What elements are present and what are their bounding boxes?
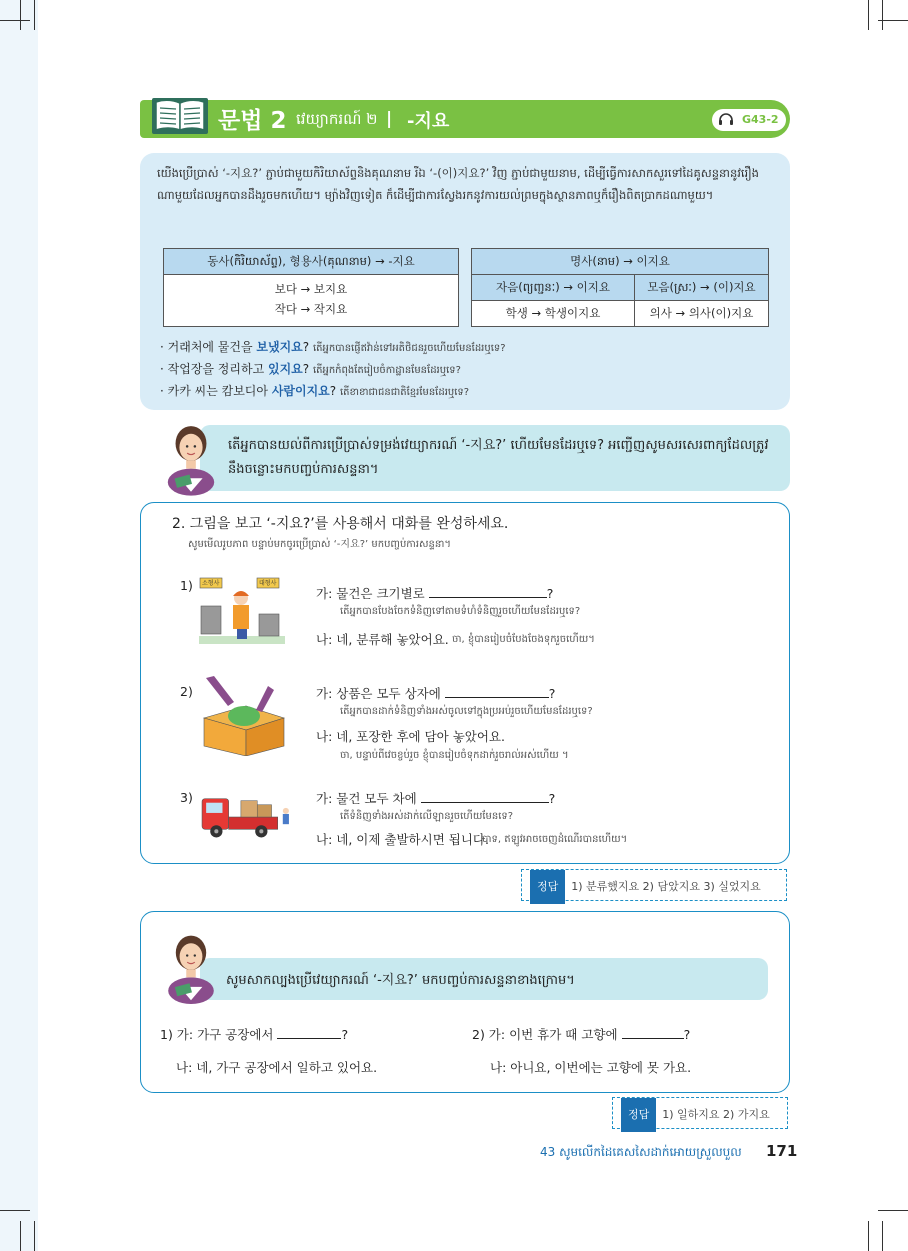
example-text: ? (329, 384, 340, 398)
example-sentence (160, 338, 506, 356)
verb-adjective-table (163, 248, 459, 327)
answer-blank[interactable] (421, 790, 549, 803)
answer-blank[interactable] (277, 1026, 341, 1039)
table-subheader: 자음(ព្យញ្ជនៈ) → 이지요 (472, 275, 635, 301)
question-text: 가: 물건 모두 차에 (316, 791, 421, 806)
question-mark: ? (548, 686, 556, 701)
headphones-icon (718, 112, 734, 126)
question-line (316, 584, 553, 602)
packing-box-illustration (198, 676, 288, 756)
question-line (316, 789, 555, 807)
item-number: 2) (180, 684, 193, 699)
practice-question (160, 1025, 348, 1043)
question-mark: ? (548, 791, 556, 806)
example-sentence (160, 382, 469, 400)
page-margin-strip (0, 0, 38, 1251)
question-translation: តើអ្នកបានដាក់ទំនិញទាំងអស់ចូលទៅក្នុងប្រអប់រួចហើយមែនដែរឬទេ? (340, 706, 593, 717)
answer-translation: បាទ, ឥឡូវអាចចេញដំណើរបានហើយ។ (482, 834, 628, 845)
example-highlight: 사람이지요 (271, 384, 330, 398)
instruction-text: តើអ្នកបានយល់ពីការប្រើប្រាស់ទម្រង់វេយ្យាករណ៍ ‘-지요?’ ហើយមែនដែរឬទេ? អញ្ជើញសូមសរសេរពាក្យដែលត្រូវនឹងចន្លោះមកបញ្ចប់ការសន្ទនា។ (228, 438, 769, 477)
answer-translation: ចា, បន្ទាប់ពីវេចខ្ចប់រួច ខ្ញុំបានរៀបចំទុកដាក់រួចរាល់អស់ហើយ ។ (340, 750, 569, 761)
example-translation: តើអ្នកកំពុងតែរៀបចំកាដ្ឋានមែនដែរឬទេ? (312, 365, 461, 376)
delivery-truck-illustration (200, 790, 292, 842)
answer-key-box (612, 1097, 788, 1129)
answer-key-box (521, 869, 787, 901)
title-separator: | (386, 109, 393, 129)
crop-mark (0, 1210, 30, 1211)
crop-mark (34, 1221, 35, 1251)
crop-mark (878, 20, 908, 21)
grammar-explanation-text: យើងប្រើប្រាស់ ‘-지요?’ ភ្ជាប់ជាមួយកិរិយាស័ព្ទនិងគុណនាម រីឯ ‘-(이)지요?’ វិញ ភ្ជាប់ជាមួយនាម, ដើម្បីធ្វើការសាកសួរទៅដៃគូសន្ទនានូវរឿងណាមួយដែលអ្នកបានដឹងរួចមកហើយ។ ម្យ៉ាងវិញទៀត ក៏ដើម្បីជាការស្វែងរកនូវការយល់ព្រមក្នុងស្ថានភាពឬក៏រឿងពិតប្រាកដណាមួយ។ (157, 166, 759, 202)
answer-key-label: 정답 (621, 1098, 656, 1132)
question-text: 가: 물건은 크기별로 (316, 586, 429, 601)
question-text: 2) 가: 이번 휴가 때 고향에 (472, 1027, 622, 1042)
item-number: 1) (180, 578, 193, 593)
practice-answer: 나: 네, 가구 공장에서 일하고 있어요. (176, 1060, 378, 1075)
practice-question (472, 1025, 690, 1043)
answer-blank[interactable] (445, 685, 549, 698)
question-translation: តើទំនិញទាំងអស់ដាក់លើឡានរួចហើយមែនទេ? (340, 811, 514, 822)
example-sentence (160, 360, 461, 378)
table-cell: 학생 → 학생이지요 (472, 301, 635, 326)
table-cell: 의사 → 의사(이)지요 (649, 306, 754, 320)
question-translation: តើអ្នកបានបែងចែកទំនិញទៅតាមទំហំទំនិញរួចហើយមែនដែរឬទេ? (340, 606, 581, 617)
question-mark: ? (341, 1027, 349, 1042)
exercise-subtitle: សូមមើលរូបភាព បន្ទាប់មកចូរប្រើប្រាស់ ‘-지요?’ មកបញ្ចប់ការសន្ទនា។ (188, 539, 451, 550)
question-text: 1) 가: 가구 공장에서 (160, 1027, 278, 1042)
question-mark: ? (683, 1027, 691, 1042)
audio-track-label: G43-2 (742, 113, 779, 126)
question-mark: ? (546, 586, 554, 601)
answer-key-text: 1) 분류했지요 2) 담았지요 3) 실었지요 (571, 880, 761, 893)
crop-mark (34, 0, 35, 30)
table-cell: 작다 → 작지요 (274, 302, 348, 316)
exercise-title: 2. 그림을 보고 ‘-지요?’를 사용해서 대화를 완성하세요. (172, 516, 509, 532)
example-text: ? (302, 340, 313, 354)
example-text: · 거래처에 물건을 (160, 340, 257, 354)
crop-mark (882, 1221, 883, 1251)
table-header: 동사(កិរិយាស័ព្ទ), 형용사(គុណនាម) → -지요 (164, 249, 458, 275)
teacher-illustration (162, 928, 220, 1004)
answer-key-text: 1) 일하지요 2) 가지요 (662, 1108, 770, 1121)
grammar-pattern-title: -지요 (407, 111, 450, 132)
crop-mark (0, 20, 30, 21)
answer-key-label: 정답 (530, 870, 565, 904)
item-number: 3) (180, 790, 193, 805)
book-icon (150, 94, 210, 138)
instruction-text: សូមសាកល្បងប្រើវេយ្យាករណ៍ ‘-지요?’ មកបញ្ចប់ការសន្ទនាខាងក្រោម។ (226, 973, 575, 988)
grammar-number-khmer: វេយ្យាករណ៍ ២ (296, 110, 378, 128)
table-cell: 보다 → 보지요 (274, 282, 348, 296)
sign-label: 소형사 (202, 580, 220, 587)
example-highlight: 있지요 (268, 362, 303, 376)
example-translation: តើអ្នកបានផ្ញើឥវ៉ាន់ទៅអតិថិជនរួចហើយមែនដែរឬទេ? (312, 343, 506, 354)
table-header: 명사(នាម) → 이지요 (472, 249, 768, 275)
crop-mark (882, 0, 883, 30)
crop-mark (878, 1210, 908, 1211)
example-text: ? (302, 362, 313, 376)
practice-answer: 나: 아니요, 이번에는 고향에 못 가요. (490, 1060, 692, 1075)
sign-label: 대형사 (259, 580, 277, 587)
answer-blank[interactable] (622, 1026, 684, 1039)
grammar-number-title: 문법 2 (218, 108, 287, 134)
lesson-footer: 43 សូមលើកដៃគេសសៃដាក់អោយស្រួលបួល (540, 1145, 742, 1159)
answer-line: 나: 네, 포장한 후에 담아 놓았어요. (316, 729, 506, 744)
answer-translation: ចា, ខ្ញុំបានរៀបចំបែងចែងទុករួចហើយ។ (452, 634, 595, 645)
example-highlight: 보냈지요 (256, 340, 303, 354)
example-text: · 카카 씨는 캄보디아 (160, 384, 272, 398)
crop-mark (868, 1221, 869, 1251)
question-line (316, 684, 555, 702)
crop-mark (868, 0, 869, 30)
example-translation: តើខាខាជាជនជាតិខ្មែរមែនដែរឬទេ? (339, 387, 470, 398)
answer-line: 나: 네, 이제 출발하시면 됩니다. (316, 832, 489, 847)
crop-mark (20, 0, 21, 30)
teacher-illustration (162, 418, 220, 496)
question-text: 가: 상품은 모두 상자에 (316, 686, 445, 701)
answer-line: 나: 네, 분류해 놓았어요. (316, 632, 449, 647)
answer-blank[interactable] (429, 585, 547, 598)
noun-table (471, 248, 769, 327)
page-number: 171 (766, 1142, 798, 1160)
table-subheader: 모음(ស្រៈ) → (이)지요 (635, 275, 768, 301)
crop-mark (20, 1221, 21, 1251)
example-text: · 작업장을 정리하고 (160, 362, 268, 376)
